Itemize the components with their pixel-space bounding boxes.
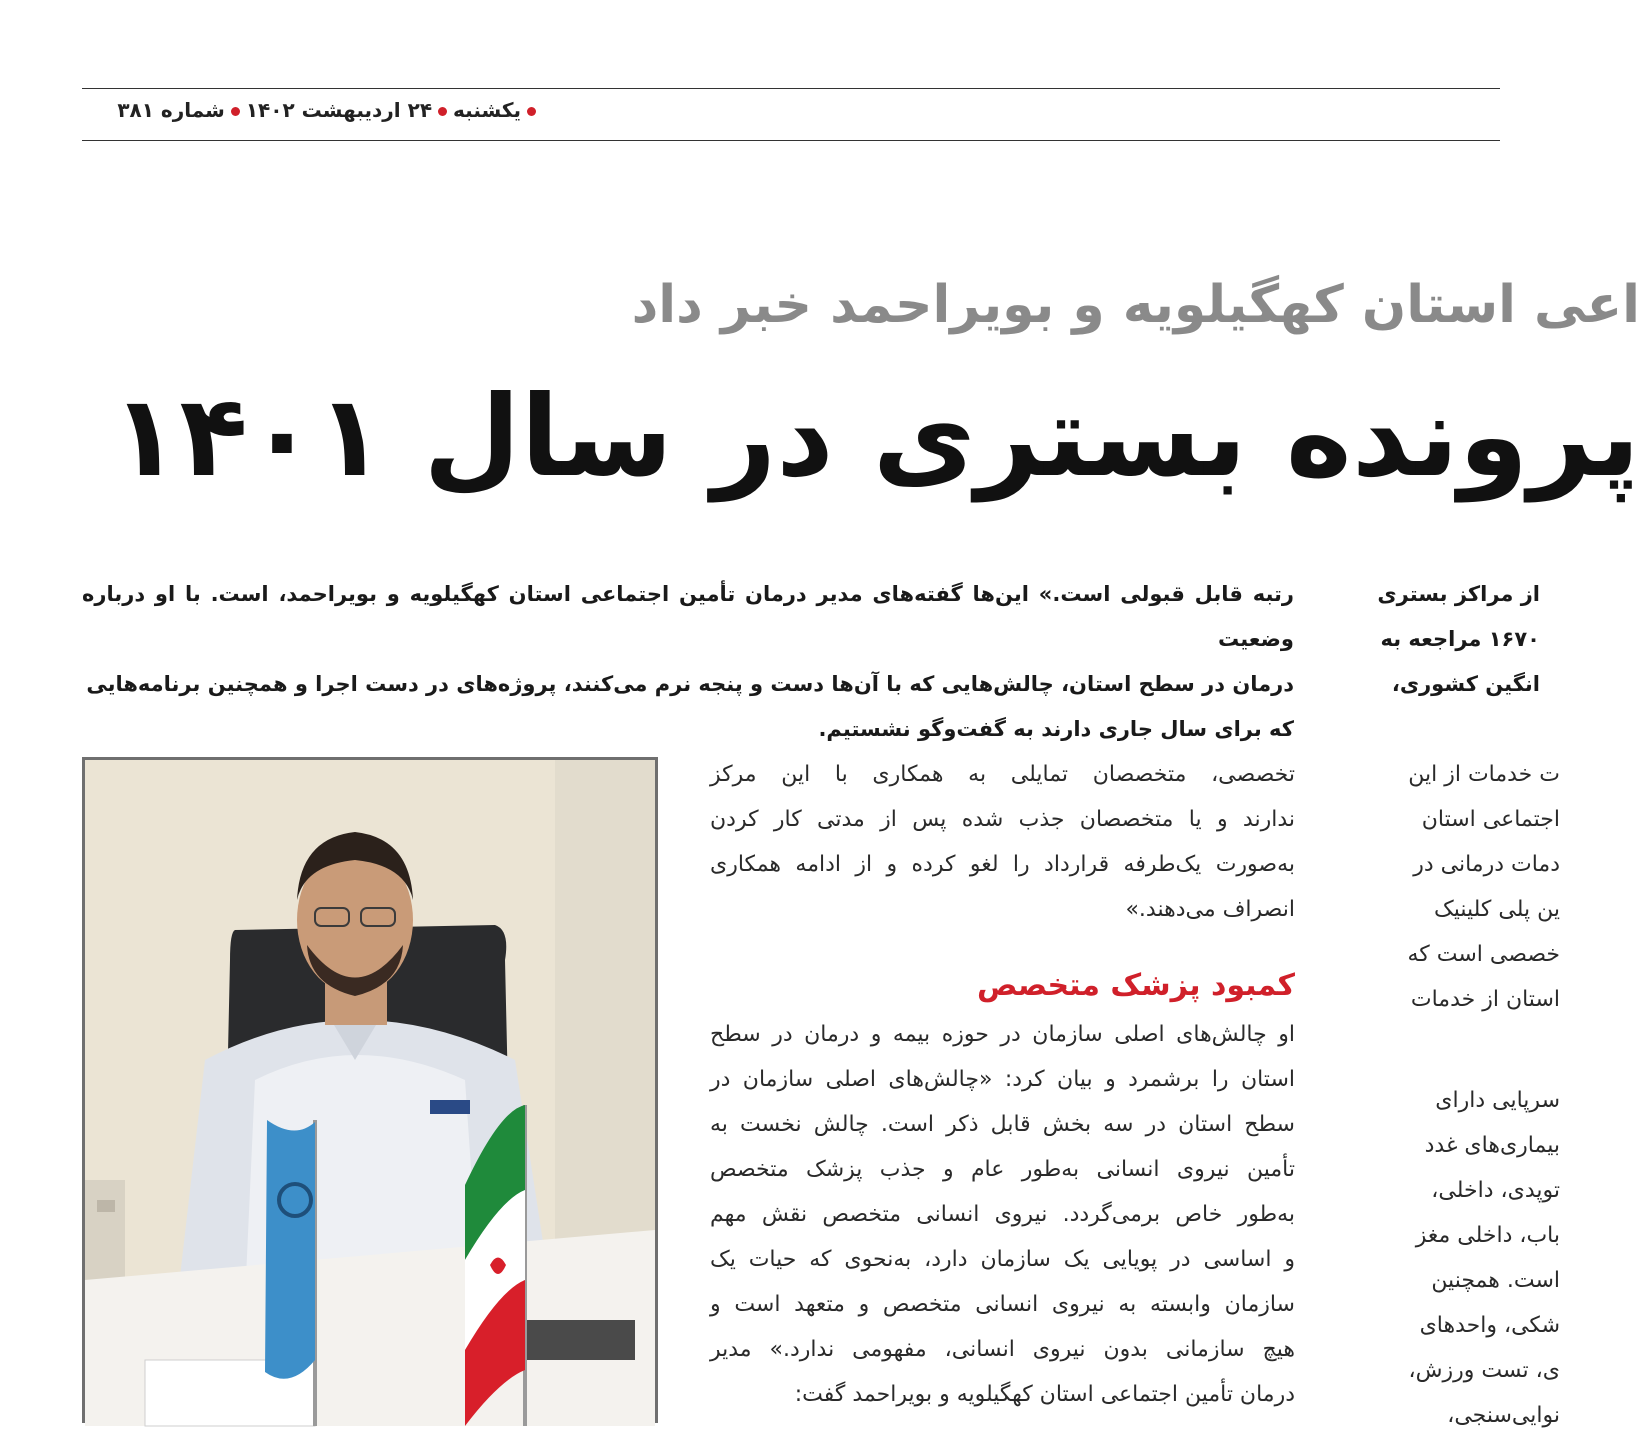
- body-column-right: [1340, 752, 1560, 1438]
- bullet-dot-icon: [527, 107, 536, 116]
- lead-right-line: ۱۶۷۰ مراجعه به: [1380, 627, 1540, 651]
- lead-line: درمان در سطح استان، چالش‌هایی که با آن‌ها دست و پنجه نرم می‌کنند، پروژه‌های در دست اجرا و همچنین برنامه‌هایی: [86, 672, 1294, 696]
- body-column-middle: [710, 752, 1295, 1417]
- article-headline: پرونده بستری در سال ۱۴۰۱: [110, 372, 1640, 502]
- body-line: استان را برشمرد و بیان کرد: «چالش‌های اصلی سازمان در: [710, 1067, 1295, 1092]
- article-kicker: اعی استان کهگیلویه و بویراحمد خبر داد: [631, 275, 1640, 335]
- body-line: ت خدمات از این: [1408, 762, 1560, 787]
- lead-right-line: انگین کشوری،: [1391, 672, 1540, 696]
- header-top-rule: [82, 88, 1500, 89]
- body-line: اجتماعی استان: [1421, 807, 1560, 832]
- body-line: استان از خدمات: [1410, 987, 1560, 1012]
- body-line: شکی، واحدهای: [1419, 1313, 1560, 1338]
- bullet-dot-icon: [231, 107, 240, 116]
- lead-right-line: از مراکز بستری: [1377, 582, 1540, 606]
- portrait-illustration: [85, 760, 655, 1426]
- weekday: یکشنبه: [453, 98, 521, 122]
- body-line: تخصصی، متخصصان تمایلی به همکاری با این مرکز: [710, 762, 1295, 787]
- body-line: انصراف می‌دهند.»: [1125, 897, 1295, 922]
- lead-right-column: [1340, 572, 1540, 707]
- body-line: درمان تأمین اجتماعی استان کهگیلویه و بویراحمد گفت:: [794, 1382, 1295, 1407]
- body-line: و اساسی در پویایی یک سازمان دارد، به‌نحوی که حیات یک: [710, 1247, 1295, 1272]
- body-line: سازمان وابسته به نیروی انسانی متخصص و متعهد است و: [710, 1292, 1295, 1317]
- organization-flag: [265, 1120, 315, 1379]
- body-line: هیچ سازمانی بدون نیروی انسانی، مفهومی ندارد.» مدیر: [710, 1337, 1295, 1362]
- body-line: دمات درمانی در: [1413, 852, 1560, 877]
- name-tag: [430, 1100, 470, 1114]
- issue-info: [82, 98, 542, 130]
- body-line: ندارند و یا متخصصان جذب شده پس از مدتی کار کردن: [710, 807, 1295, 832]
- body-line: سطح استان در سه بخش قابل ذکر است. چالش نخست به: [710, 1112, 1295, 1137]
- body-line: به‌صورت یک‌طرفه قرارداد را لغو کرده و از ادامه همکاری: [710, 852, 1295, 877]
- header-bottom-rule: [82, 140, 1500, 141]
- section-subhead: کمبود پزشک متخصص: [977, 968, 1295, 1003]
- body-line: خصصی است که: [1407, 942, 1560, 967]
- body-line: تأمین نیروی انسانی به‌طور عام و جذب پزشک متخصص: [710, 1157, 1295, 1182]
- body-line: نوایی‌سنجی،: [1447, 1403, 1560, 1428]
- portrait-photo: [82, 757, 658, 1423]
- body-line: به‌طور خاص برمی‌گردد. نیروی انسانی متخصص نقش مهم: [710, 1202, 1295, 1227]
- body-line: باب، داخلی مغز: [1415, 1223, 1560, 1248]
- body-line: سرپایی دارای: [1435, 1088, 1560, 1113]
- body-line: توپدی، داخلی،: [1431, 1178, 1560, 1203]
- body-line: ی، تست ورزش،: [1408, 1358, 1560, 1383]
- body-line: ین پلی کلینیک: [1434, 897, 1560, 922]
- desk-phone: [515, 1320, 635, 1360]
- body-line: بیماری‌های غدد: [1424, 1133, 1560, 1158]
- lead-line: رتبه قابل قبولی است.» این‌ها گفته‌های مدیر درمان تأمین اجتماعی استان کهگیلویه و بویراحمد، است. با او درباره وضعیت: [82, 582, 1294, 651]
- bullet-dot-icon: [438, 107, 447, 116]
- lead-line: که برای سال جاری دارند به گفت‌وگو نشستیم.: [818, 717, 1294, 741]
- body-line: او چالش‌های اصلی سازمان در حوزه بیمه و درمان در سطح: [710, 1022, 1295, 1047]
- outlet-icon: [97, 1200, 115, 1212]
- issue-number: شماره ۳۸۱: [117, 98, 225, 122]
- article-lead: [82, 572, 1294, 752]
- issue-date: ۲۴ اردیبهشت ۱۴۰۲: [245, 98, 433, 122]
- column-gap: [1340, 1022, 1560, 1078]
- body-line: است. همچنین: [1431, 1268, 1560, 1293]
